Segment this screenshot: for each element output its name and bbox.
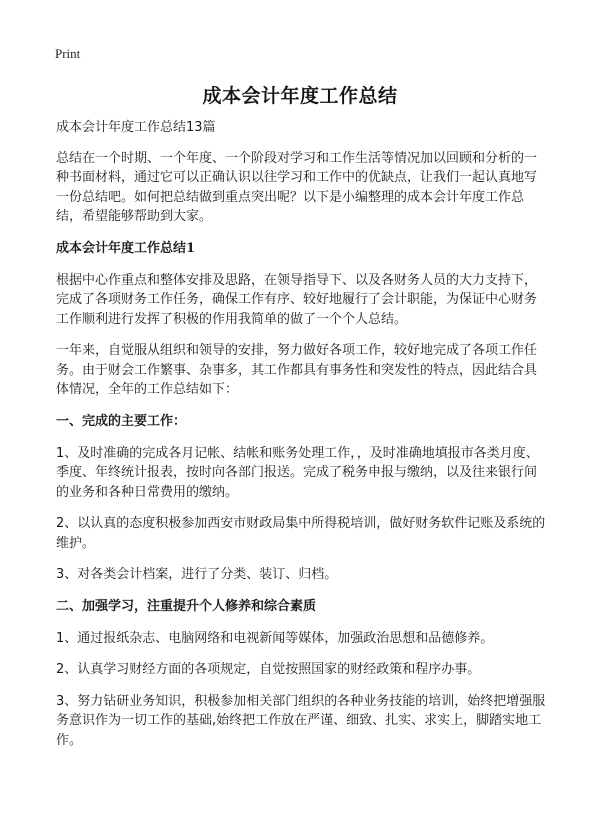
- paragraph-1: 根据中心作重点和整体安排及思路，在领导指导下、以及各财务人员的大力支持下，完成了各项财务工作任务，确保工作有序、较好地履行了会计职能，为保证中心财务工作顺利进行发挥了积极的作用我简单的做了一个个人总结。: [56, 272, 538, 327]
- intro-paragraph: 总结在一个时期、一个年度、一个阶段对学习和工作生活等情况加以回顾和分析的一种书面材料，通过它可以正确认识以往学习和工作中的优缺点，让我们一起认真地写一份总结吧。如何把总结做到重点突出呢？以下是小编整理的成本会计年度工作总结，希望能够帮助到大家。: [56, 150, 538, 224]
- document-subtitle: 成本会计年度工作总结13篇: [56, 120, 216, 135]
- list-item-main-work-2: 2、以认真的态度积极参加西安市财政局集中所得税培训，做好财务软件记账及系统的维护。: [56, 516, 546, 551]
- list-item-main-work-1: 1、及时准确的完成各月记帐、结帐和账务处理工作，，及时准确地填报市各类月度、季度、年终统计报表，按时向各部门报送。完成了税务申报与缴纳，以及往来银行间的业务和各种日常费用的缴纳。: [56, 445, 539, 500]
- document-title: 成本会计年度工作总结: [202, 85, 398, 107]
- heading-study: 二、加强学习，注重提升个人修养和综合素质: [56, 598, 317, 614]
- list-item-main-work-3: 3、对各类会计档案，进行了分类、装订、归档。: [56, 567, 338, 582]
- list-item-study-1: 1、通过报纸杂志、电脑网络和电视新闻等媒体，加强政治思想和品德修养。: [56, 630, 494, 646]
- document-body: [56, 118, 546, 762]
- print-label: Print: [55, 46, 81, 61]
- list-item-study-2: 2、认真学习财经方面的各项规定，自觉按照国家的财经政策和程序办事。: [56, 662, 481, 677]
- section-heading: 成本会计年度工作总结1: [56, 240, 196, 256]
- heading-main-work: 一、完成的主要工作：: [56, 413, 187, 429]
- list-item-study-3: 3、努力钻研业务知识，积极参加相关部门组织的各种业务技能的培训，始终把增强服务意识作为一切工作的基础,始终把工作放在严谨、细致、扎实、求实上，脚踏实地工作。: [56, 693, 546, 748]
- paragraph-2: 一年来，自觉服从组织和领导的安排，努力做好各项工作，较好地完成了各项工作任务。由于财会工作繁事、杂事多，其工作都具有事务性和突发性的特点，因此结合具体情况，全年的工作总结如下：: [56, 343, 538, 397]
